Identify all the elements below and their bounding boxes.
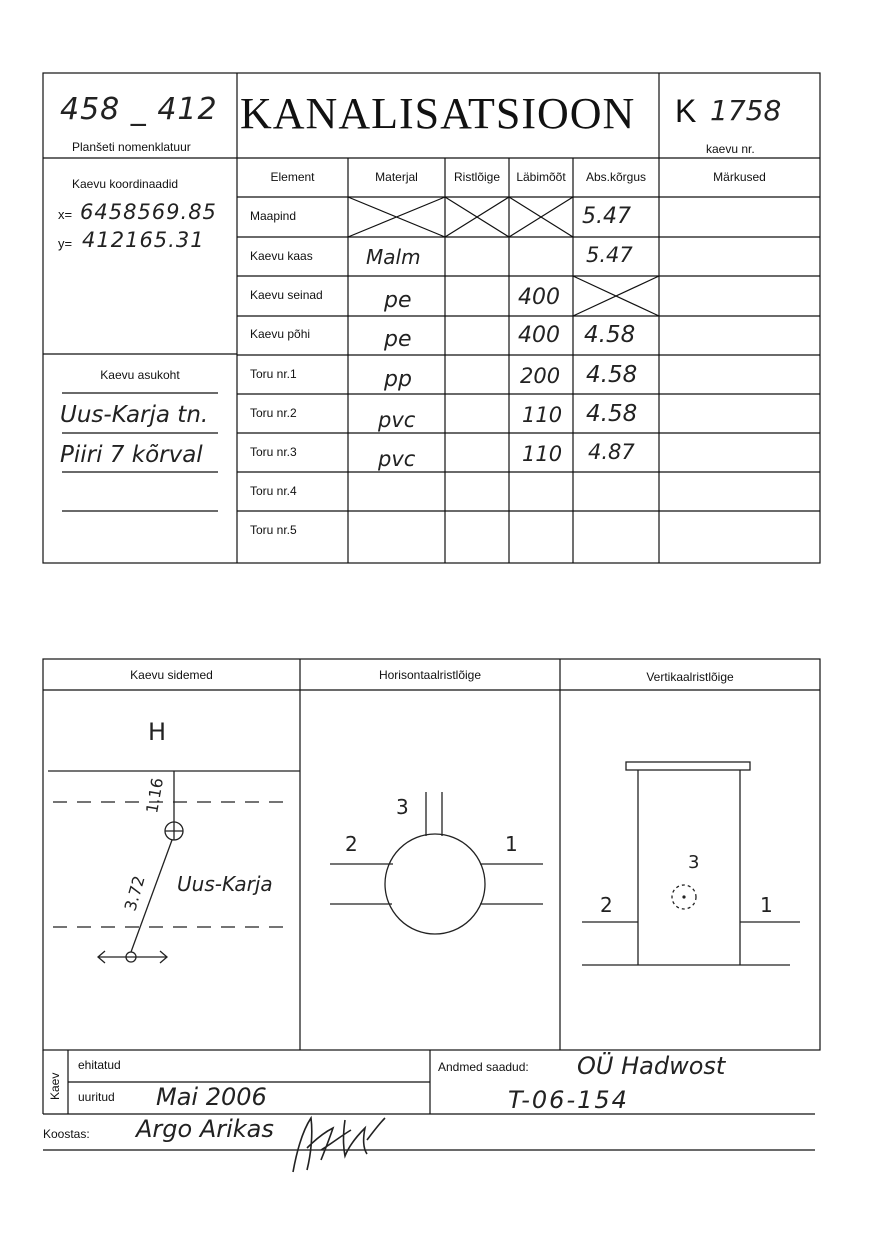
row-abs: 4.87 [588, 440, 635, 464]
y-prefix: y= [58, 236, 73, 251]
well-links-drawing [43, 690, 300, 1050]
well-label: kaevu nr. [706, 142, 755, 156]
header-section: Ristlõige [453, 170, 501, 184]
row-material: pe [384, 327, 412, 352]
panel-title-horizontal: Horisontaalristlõige [378, 668, 482, 682]
header-element: Element [270, 170, 315, 184]
row-element: Toru nr.1 [250, 367, 297, 381]
panel-title-vertical: Vertikaalristlõige [646, 670, 734, 684]
pipe-1-label: 1 [760, 893, 773, 917]
row-element: Toru nr.5 [250, 523, 297, 537]
page-title: KANALISATSIOON [240, 89, 636, 138]
location-line-1: Uus-Karja tn. [60, 402, 209, 428]
y-coordinate: 412165.31 [82, 228, 205, 252]
surveyed-value: Mai 2006 [156, 1083, 267, 1111]
header-abs-height: Abs.kõrgus [585, 170, 647, 184]
pipe-3-label: 3 [688, 852, 700, 873]
built-label: ehitatud [78, 1058, 121, 1072]
street-label: Uus-Karja [177, 872, 273, 896]
hydrant-mark: H [148, 718, 167, 746]
panel-title-links: Kaevu sidemed [130, 668, 213, 682]
source-reference: T-06-154 [508, 1086, 629, 1114]
row-element: Toru nr.2 [250, 406, 297, 420]
nomenclature-value: 458 _ 412 [60, 92, 218, 127]
row-diameter: 110 [522, 442, 563, 466]
row-diameter: 400 [518, 323, 560, 348]
row-diameter: 200 [520, 364, 561, 388]
row-diameter: 110 [522, 403, 563, 427]
row-element: Kaevu seinad [250, 288, 323, 302]
signature [285, 1110, 395, 1180]
row-diameter: 400 [518, 285, 560, 310]
vertical-section-drawing [560, 690, 820, 1050]
row-abs: 4.58 [586, 401, 638, 427]
row-material: pp [384, 367, 412, 392]
header-notes: Märkused [713, 170, 766, 184]
pipe-3-label: 3 [396, 795, 409, 819]
row-abs: 4.58 [584, 322, 636, 348]
pipe-1-label: 1 [505, 832, 518, 856]
location-line-2: Piiri 7 kõrval [60, 442, 203, 468]
row-element: Kaevu põhi [250, 327, 311, 341]
header-diameter: Läbimõõt [516, 170, 566, 184]
distance-to-hydrant: 1.16 [142, 776, 168, 815]
coordinates-label: Kaevu koordinaadid [72, 177, 179, 191]
surveyed-label: uuritud [78, 1090, 115, 1104]
well-number: 1758 [710, 94, 782, 127]
row-element: Toru nr.3 [250, 445, 297, 459]
location-label: Kaevu asukoht [100, 368, 180, 382]
row-material: pvc [378, 408, 416, 432]
nomenclature-label: Planšeti nomenklatuur [72, 140, 191, 154]
pipe-2-label: 2 [600, 893, 613, 917]
source-label: Andmed saadud: [438, 1060, 529, 1074]
distance-along-street: 3.72 [120, 873, 149, 914]
compiled-value: Argo Arikas [136, 1115, 274, 1143]
row-abs: 4.58 [586, 362, 638, 388]
x-coordinate: 6458569.85 [80, 200, 217, 224]
row-material: pe [384, 288, 412, 313]
well-prefix: K [675, 93, 697, 129]
row-abs: 5.47 [582, 204, 631, 229]
pipe-2-label: 2 [345, 832, 358, 856]
header-material: Materjal [375, 170, 418, 184]
x-prefix: x= [58, 207, 73, 222]
row-element: Maapind [250, 209, 297, 223]
row-material: Malm [366, 245, 421, 269]
row-element: Toru nr.4 [250, 484, 297, 498]
row-abs: 5.47 [586, 243, 633, 267]
compiled-label: Koostas: [43, 1127, 90, 1141]
side-label: Kaev [48, 1072, 62, 1100]
horizontal-section-drawing [300, 690, 560, 1050]
row-element: Kaevu kaas [250, 249, 313, 263]
source-value: OÜ Hadwost [577, 1052, 726, 1080]
row-material: pvc [378, 447, 416, 471]
